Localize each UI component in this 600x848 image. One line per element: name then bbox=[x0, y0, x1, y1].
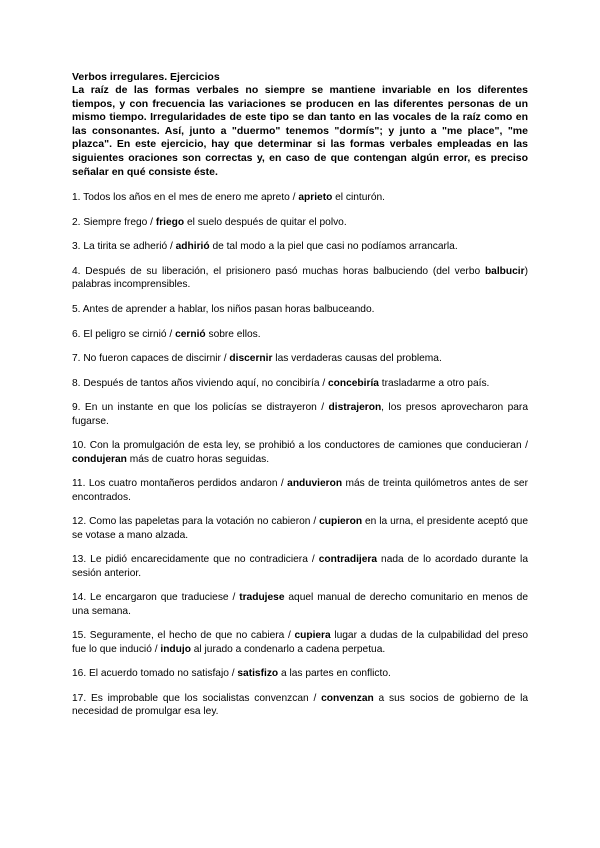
exercise-text: más de cuatro horas seguidas. bbox=[126, 453, 270, 465]
exercise-text: más de treinta quilómetros antes de ser encontrados. bbox=[72, 478, 528, 503]
exercise-answer: friego bbox=[155, 216, 185, 228]
exercise-item bbox=[72, 328, 528, 341]
exercise-item bbox=[72, 629, 528, 656]
exercise-item bbox=[72, 401, 528, 428]
exercise-item bbox=[72, 553, 528, 580]
exercise-item bbox=[72, 439, 528, 466]
exercise-text: 10. Con la promulgación de esta ley, se prohibió a los conductores de camiones que conducieran / bbox=[72, 440, 528, 452]
exercise-answer: contradijera bbox=[318, 554, 378, 566]
exercise-text: 12. Como las papeletas para la votación no cabieron / bbox=[72, 516, 320, 528]
exercise-answer: tradujese bbox=[239, 592, 285, 604]
exercise-answer: concebiría bbox=[327, 377, 379, 389]
exercise-text: en la urna, el presidente aceptó que se votase a mano alzada. bbox=[72, 516, 528, 541]
exercise-answer: convenzan bbox=[321, 692, 374, 704]
exercise-text: 6. El peligro se cirnió / bbox=[72, 328, 176, 340]
exercise-answer: condujeran bbox=[72, 453, 127, 465]
exercise-text: 3. La tirita se adherió / bbox=[72, 241, 176, 253]
exercise-text: aquel manual de derecho comunitario en menos de una semana. bbox=[72, 592, 528, 617]
exercise-item bbox=[72, 303, 528, 316]
exercise-text: 8. Después de tantos años viviendo aquí, no concibiría / bbox=[72, 377, 328, 389]
exercise-list bbox=[72, 191, 528, 719]
exercise-text: trasladarme a otro país. bbox=[378, 377, 490, 389]
exercise-text: las verdaderas causas del problema. bbox=[272, 353, 442, 365]
exercise-text: a sus socios de gobierno de la necesidad de promulgar esa ley. bbox=[72, 692, 529, 718]
exercise-item bbox=[72, 477, 528, 504]
exercise-item bbox=[72, 265, 528, 292]
exercise-text: lugar a dudas de la culpabilidad del preso fue lo que indució / bbox=[72, 630, 528, 655]
exercise-text: 7. No fueron capaces de discirnir / bbox=[72, 353, 230, 365]
exercise-item bbox=[72, 591, 528, 618]
exercise-text: 5. Antes de aprender a hablar, los niños pasan horas balbuceando. bbox=[72, 303, 375, 315]
exercise-answer: indujo bbox=[160, 643, 191, 655]
exercise-item bbox=[72, 240, 528, 253]
exercise-text: 4. Después de su liberación, el prisionero pasó muchas horas balbuciendo (del verbo bbox=[72, 265, 485, 277]
exercise-text: ) palabras incomprensibles. bbox=[72, 265, 528, 291]
exercise-text: 11. Los cuatro montañeros perdidos andaron / bbox=[72, 478, 288, 490]
exercise-answer: distrajeron bbox=[328, 402, 382, 414]
exercise-answer: satisfizo bbox=[237, 668, 279, 680]
exercise-text: 15. Seguramente, el hecho de que no cabiera / bbox=[72, 630, 295, 642]
exercise-answer: aprieto bbox=[298, 192, 333, 204]
exercise-text: al jurado a condenarlo a cadena perpetua. bbox=[190, 643, 386, 655]
exercise-text: a las partes en conflicto. bbox=[278, 668, 391, 680]
exercise-text: 13. Le pidió encarecidamente que no contradiciera / bbox=[72, 554, 319, 566]
exercise-answer: discernir bbox=[229, 353, 273, 365]
exercise-text: 9. En un instante en que los policías se distrayeron / bbox=[72, 402, 329, 414]
exercise-text: 16. El acuerdo tomado no satisfajo / bbox=[72, 668, 238, 680]
exercise-text: 1. Todos los años en el mes de enero me apreto / bbox=[72, 192, 299, 204]
exercise-item bbox=[72, 377, 528, 390]
exercise-text: , los presos aprovecharon para fugarse. bbox=[72, 402, 528, 427]
exercise-answer: anduvieron bbox=[287, 478, 343, 490]
exercise-text: el suelo después de quitar el polvo. bbox=[184, 216, 347, 228]
exercise-item bbox=[72, 191, 528, 204]
exercise-answer: balbucir bbox=[484, 265, 525, 277]
exercise-answer: cupiera bbox=[294, 630, 331, 642]
exercise-text: de tal modo a la piel que casi no podíamos arrancarla. bbox=[209, 241, 458, 253]
exercise-text: 14. Le encargaron que traduciese / bbox=[72, 592, 240, 604]
document-intro: La raíz de las formas verbales no siempre se mantiene invariable en los diferentes tiempos, y con frecuencia las variaciones se producen en las diferentes personas de un mismo tiempo. Irregularidades de este tipo se dan tanto en las vocales de la raíz como en las consonantes. Así, junto a "duermo" tenemos "dormís"; y junto a "me place", "me plazca". En este ejercicio, hay que determinar si las formas verbales empleadas en las siguientes oraciones son correctas y, en caso de que contengan algún error, es preciso señalar en qué consiste éste. bbox=[72, 84, 528, 178]
exercise-answer: cernió bbox=[175, 328, 206, 340]
exercise-item bbox=[72, 352, 528, 365]
document-title: Verbos irregulares. Ejercicios bbox=[72, 71, 220, 83]
exercise-text: 17. Es improbable que los socialistas convenzcan / bbox=[72, 692, 322, 704]
exercise-text: 2. Siempre frego / bbox=[72, 216, 156, 228]
exercise-text: el cinturón. bbox=[332, 192, 385, 204]
exercise-text: sobre ellos. bbox=[205, 328, 261, 340]
exercise-item bbox=[72, 515, 528, 542]
exercise-item bbox=[72, 667, 528, 680]
exercise-text: nada de lo acordado durante la sesión anterior. bbox=[72, 554, 528, 579]
exercise-answer: cupieron bbox=[319, 516, 363, 528]
exercise-answer: adhirió bbox=[175, 241, 210, 253]
exercise-item bbox=[72, 692, 528, 719]
exercise-item bbox=[72, 216, 528, 229]
